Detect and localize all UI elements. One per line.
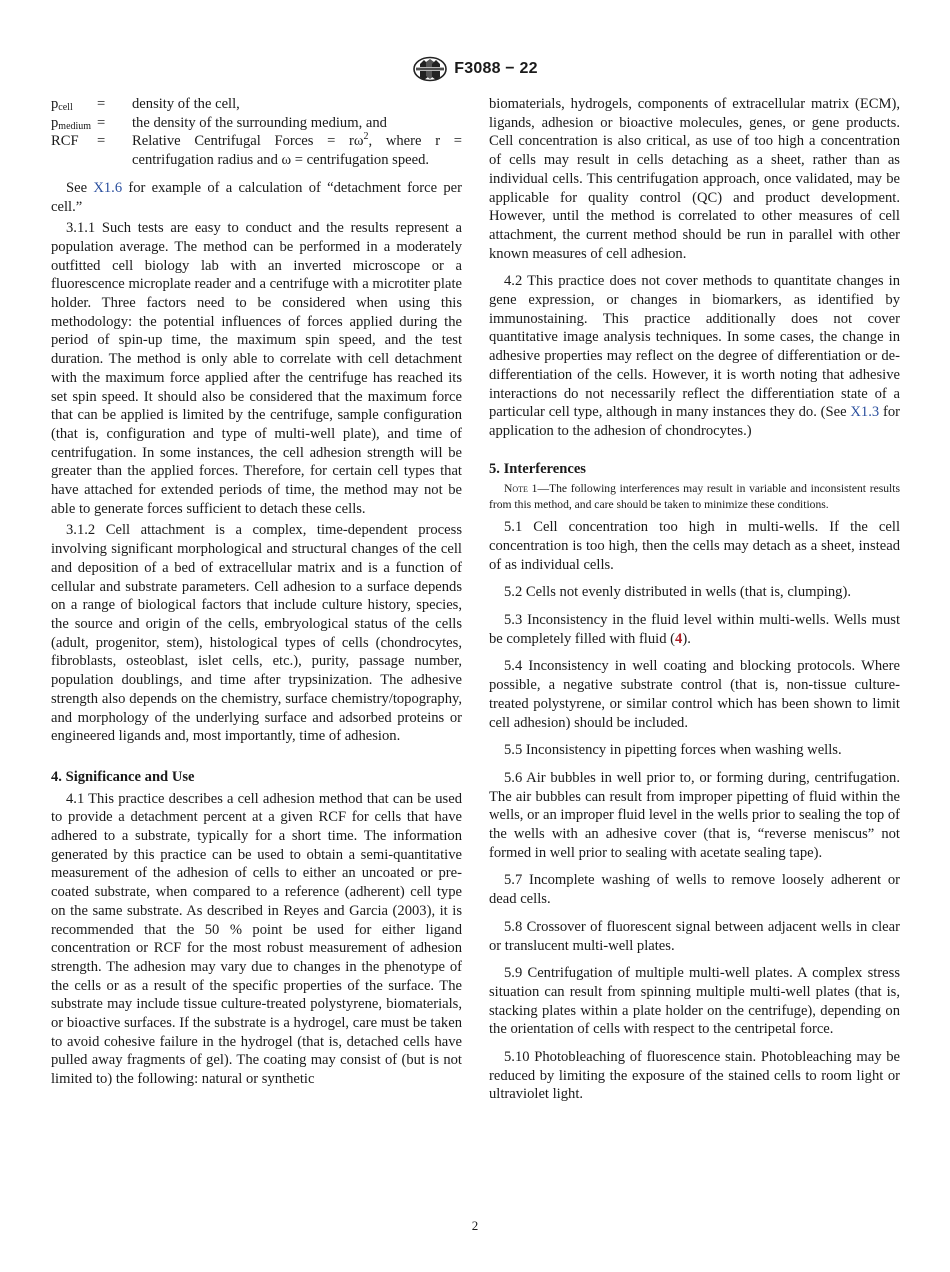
definition-row: [51, 114, 462, 133]
note-1: Note 1—The following interferences may result in variable and inconsistent results from this method, and care should be taken to minimize these conditions.: [489, 482, 900, 511]
definition-text: the density of the surrounding medium, and: [132, 114, 387, 131]
section-4-1-continued: biomaterials, hydrogels, components of extracellular matrix (ECM), ligands, adhesion or bioactive molecules, genes, or gene products. Cell concentration is also critical, as use of too high a concentration of cells may result in cells detaching as a sheet, rather than as individual cells. This centrifugation approach, once validated, may be applicable for quality control (QC) and product development. However, until the method is correlated to other measures of cell attachment, the current method should be run in parallel with other known measures of cell adhesion.: [489, 96, 900, 262]
section-3-1-2: 3.1.2 Cell attachment is a complex, time-dependent process involving significant morphological and structural changes of the cell and deposition of a bed of extracellular matrix and is a function of cellular and substrate parameters. Cell adhesion to a surface depends on a range of biological factors that include culture history, species, the source and origin of the cells, embryological status of the cells (adult, progenitor, stem), histological types of cells (chondrocytes, fibroblasts, osteoblast, islet cells, etc.), purity, passage number, population doublings, and time after trypsinization. The adhesive strength also depends on the chemistry, surface chemistry/topography, and morphology of the underlying surface and adsorbed proteins or engineered ligands and, most importantly, time of adhesion.: [51, 522, 462, 745]
section-5-2: 5.2 Cells not evenly distributed in wells (that is, clumping).: [504, 584, 851, 601]
definition-row: [51, 132, 462, 169]
note-label: Note 1: [504, 482, 538, 496]
x1-3-link[interactable]: X1.3: [850, 404, 880, 421]
page-header: [0, 56, 950, 82]
right-column: [489, 95, 900, 1104]
section-5-10: 5.10 Photobleaching of fluorescence stain. Photobleaching may be reduced by limiting the exposure of the stained cells to room light or ultraviolet light.: [489, 1049, 900, 1103]
section-3-1-1: 3.1.1 Such tests are easy to conduct and the results represent a population average. The method can be performed in a moderately outfitted cell biology lab with an inverted microscope or a fluorescence microplate reader and a centrifuge with a microtiter plate holder. Three factors need to be considered when using this methodology: the potential influences of forces applied during the period of spin-up time, the maximum spin speed, and the test duration. The method is only able to correlate with cell detachment with the maximum force applied after the centrifuge has reached its set spin speed. It should also be considered that the maximum force that can be applied is limited by the centrifuge, sample configuration (that is, configuration and type of multi-well plate), and time of centrifugation. In some instances, the cell adhesion strength will be greater than the applied forces. Therefore, for certain cell types that have attached for extended periods of time, the method may not be able to generate forces sufficient to detach these cells.: [51, 220, 462, 517]
section-4-heading: 4. Significance and Use: [51, 768, 195, 785]
definition-equals: =: [97, 96, 106, 112]
definitions-list: [51, 95, 462, 170]
section-5-4: 5.4 Inconsistency in well coating and blocking protocols. Where possible, a negative substrate control (that is, non-tissue culture-treated polystyrene, or similar control which has been shown to limit cell adhesion) should be included.: [489, 658, 900, 731]
document-designation: F3088 − 22: [454, 60, 538, 77]
section-5-heading: 5. Interferences: [489, 460, 586, 477]
x1-6-link[interactable]: X1.6: [93, 179, 123, 196]
section-4-1: 4.1 This practice describes a cell adhesion method that can be used to provide a detachment percent at a given RCF for cells that have adhered to a substrate, typically for a short time. The information generated by this practice can be used to obtain a semi-quantitative measurement of the adhesion of cells to either an uncoated or pre-coated substrate, when compared to a reference (adherent) cell type on the same substrate. As described in Reyes and Garcia (2003), it is recommended that the 50 % point be used for either ligand concentration or RCF for the most robust measurement of adhesion strength. The adhesion may vary due to changes in the phenotype of the cells or as a result of the specific properties of the surface. The substrate may include tissue culture-treated polystyrene, biomaterials, or bioactive surfaces. If the substrate is a hydrogel, care must be taken to avoid cohesive failure in the hydrogel (that is, detached cells have pulled away fragments of gel). The coating may consist of (but is not limited to) the following: natural or synthetic: [51, 790, 462, 1088]
left-column: [51, 95, 462, 1089]
reference-4-link[interactable]: 4: [675, 630, 683, 647]
see-reference-paragraph: See X1.6 for example of a calculation of “detachment force per cell.”: [51, 179, 462, 215]
page-number: 2: [471, 1218, 479, 1233]
definition-equals: =: [97, 133, 106, 150]
definition-symbol: $p_{medium}$: [51, 114, 92, 132]
section-5-7: 5.7 Incomplete washing of wells to remove loosely adherent or dead cells.: [489, 872, 900, 908]
astm-logo-icon: [412, 56, 448, 82]
definition-symbol: $p_{cell}$: [51, 96, 73, 113]
definition-text: Relative Centrifugal Forces = $r\omega^2$, where r = centrifugation radius and ω = centrifugation speed.: [132, 131, 462, 169]
definition-symbol: RCF: [51, 133, 79, 150]
definition-row: [51, 95, 462, 114]
section-4-2: 4.2 This practice does not cover methods to quantitate changes in gene expression, or changes in biomarkers, as identified by immunostaining. This practice additionally does not cover quantitative image analysis techniques. In some cases, the change in adhesive properties may reflect on the degree of differentiation or de-differentiation of the cells. However, it is worth noting that adhesive interactions do not necessarily reflect the differentiation state of a particular cell type, although in many instances they do. (See X1.3 for application to the adhesion of chondrocytes.): [489, 273, 901, 439]
section-5-8: 5.8 Crossover of fluorescent signal between adjacent wells in clear or translucent multi-well plates.: [489, 918, 900, 954]
section-5-1: 5.1 Cell concentration too high in multi-wells. If the cell concentration is too high, then the cells may detach as a sheet, instead of as individual cells.: [489, 519, 900, 573]
section-5-6: 5.6 Air bubbles in well prior to, or forming during, centrifugation. The air bubbles can result from improper pipetting of fluid within the wells, or an improper fluid level in the wells prior to sealing the top of the wells with an adhesive cover (that is, “reverse meniscus” not formed in well prior to sealing with acetate sealing tape).: [489, 769, 900, 861]
definition-equals: =: [97, 114, 106, 131]
section-5-5: 5.5 Inconsistency in pipetting forces when washing wells.: [504, 742, 842, 759]
definition-text: density of the cell,: [132, 96, 240, 112]
section-5-3: 5.3 Inconsistency in the fluid level within multi-wells. Wells must be completely filled with fluid (4).: [489, 611, 900, 647]
section-5-9: 5.9 Centrifugation of multiple multi-well plates. A complex stress situation can result from spinning multiple multi-well plates (that is, stacking plates within a plate holder on the centrifuge), depending on the orientation of cells with respect to the centripetal force.: [489, 965, 900, 1038]
